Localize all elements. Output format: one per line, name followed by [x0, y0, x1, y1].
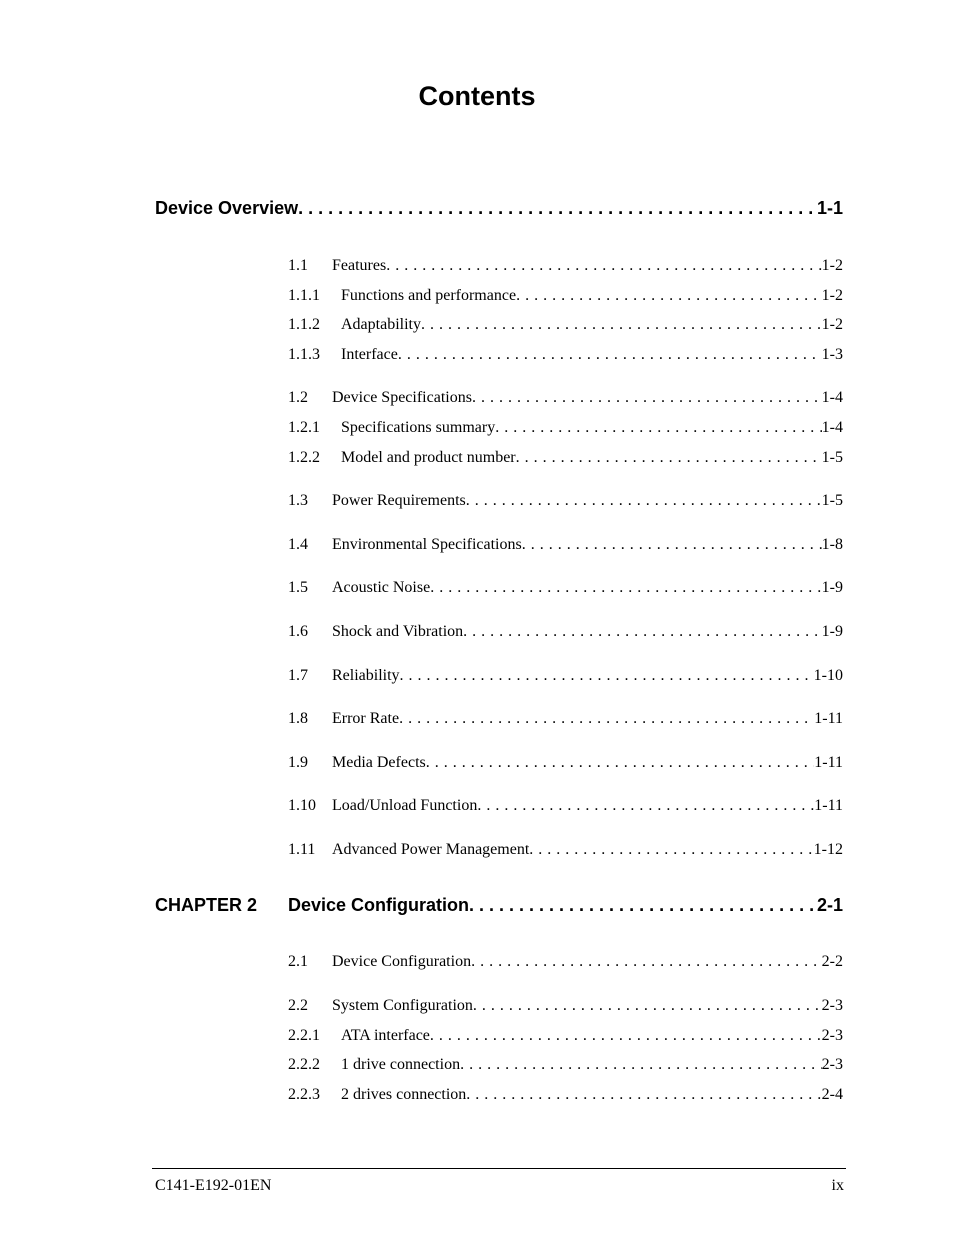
section-title: Acoustic Noise	[332, 579, 431, 596]
toc-entry-1-11[interactable]	[288, 840, 843, 860]
section-number: 1.1.2	[288, 316, 320, 333]
dot-leader	[477, 796, 814, 816]
section-number: 1.1	[288, 257, 308, 274]
section-title: Advanced Power Management	[332, 841, 530, 858]
section-number: 1.1.3	[288, 346, 320, 363]
section-number: 2.2	[288, 997, 308, 1014]
toc-entry-1-1[interactable]	[288, 256, 843, 276]
section-title: Environmental Specifications	[332, 536, 522, 553]
toc-entry-1-1-2[interactable]	[288, 315, 843, 335]
toc-entry-1-8[interactable]	[288, 709, 843, 729]
dot-leader	[399, 709, 814, 729]
section-number: 2.1	[288, 953, 308, 970]
chapter-2-heading[interactable]	[155, 893, 843, 917]
page-number: 1-12	[813, 841, 843, 858]
section-number: 1.11	[288, 841, 316, 858]
section-title: Media Defects	[332, 754, 426, 771]
page-number: 1-11	[814, 710, 843, 727]
section-title: System Configuration	[332, 997, 473, 1014]
page-number: 1-2	[821, 316, 843, 333]
dot-leader	[473, 996, 822, 1016]
page-number: 1-8	[821, 536, 843, 553]
footer-doc-id: C141-E192-01EN	[155, 1177, 272, 1194]
page-number: 1-9	[821, 623, 843, 640]
chapter-1-title: Device Overview	[155, 198, 299, 218]
chapter-2-page: 2-1	[816, 895, 843, 915]
dot-leader	[529, 840, 813, 860]
page-number: 1-5	[821, 492, 843, 509]
dot-leader	[398, 345, 822, 365]
toc-entry-1-9[interactable]	[288, 753, 843, 773]
page-number: 1-10	[813, 667, 843, 684]
toc-entry-1-1-3[interactable]	[288, 345, 843, 365]
chapter-1-heading[interactable]	[155, 196, 843, 220]
page-number: 2-4	[821, 1086, 843, 1103]
dot-leader	[463, 622, 822, 642]
page-number: 1-4	[821, 419, 843, 436]
toc-entry-2-2-1[interactable]	[288, 1026, 843, 1046]
dot-leader	[471, 952, 822, 972]
section-title: Features	[332, 257, 387, 274]
section-title: Model and product number	[341, 449, 516, 466]
section-number: 1.3	[288, 492, 308, 509]
toc-entry-2-1[interactable]	[288, 952, 843, 972]
section-title: Shock and Vibration	[332, 623, 464, 640]
dot-leader	[472, 388, 822, 408]
dot-leader	[430, 578, 821, 598]
section-title: Device Specifications	[332, 389, 472, 406]
chapter-2-label: CHAPTER 2	[155, 895, 258, 915]
section-number: 1.5	[288, 579, 308, 596]
section-title: Power Requirements	[332, 492, 466, 509]
dot-leader	[386, 256, 821, 276]
page-number: 1-11	[814, 797, 843, 814]
dot-leader	[516, 448, 822, 468]
dot-leader	[469, 893, 817, 917]
dot-leader	[421, 315, 822, 335]
toc-entry-2-2-2[interactable]	[288, 1055, 843, 1075]
toc-entry-1-1-1[interactable]	[288, 286, 843, 306]
section-number: 1.2.1	[288, 419, 320, 436]
toc-entry-1-4[interactable]	[288, 535, 843, 555]
section-number: 1.9	[288, 754, 308, 771]
section-number: 2.2.2	[288, 1056, 320, 1073]
dot-leader	[466, 491, 822, 511]
page-title: Contents	[418, 81, 536, 111]
section-title: 1 drive connection	[341, 1056, 461, 1073]
page-number: 1-5	[821, 449, 843, 466]
toc-entry-1-2-2[interactable]	[288, 448, 843, 468]
section-number: 1.1.1	[288, 287, 320, 304]
footer-page-number: ix	[831, 1177, 844, 1194]
section-title: Adaptability	[341, 316, 421, 333]
section-title: 2 drives connection	[341, 1086, 467, 1103]
section-title: Device Configuration	[332, 953, 472, 970]
dot-leader	[466, 1085, 821, 1105]
dot-leader	[516, 286, 822, 306]
page-number: 1-11	[814, 754, 843, 771]
section-number: 1.4	[288, 536, 308, 553]
section-title: Error Rate	[332, 710, 400, 727]
section-number: 2.2.1	[288, 1027, 320, 1044]
dot-leader	[298, 196, 817, 220]
section-number: 1.2.2	[288, 449, 320, 466]
footer-divider	[152, 1168, 846, 1169]
dot-leader	[522, 535, 822, 555]
chapter-1-page: 1-1	[816, 198, 843, 218]
toc-entry-1-2-1[interactable]	[288, 418, 843, 438]
toc-entry-2-2-3[interactable]	[288, 1085, 843, 1105]
toc-entry-1-7[interactable]	[288, 666, 843, 686]
section-number: 2.2.3	[288, 1086, 320, 1103]
section-number: 1.7	[288, 667, 308, 684]
section-number: 1.10	[288, 797, 316, 814]
toc-entry-1-6[interactable]	[288, 622, 843, 642]
section-title: Load/Unload Function	[332, 797, 478, 814]
page-number: 2-3	[821, 997, 843, 1014]
page-number: 2-3	[821, 1027, 843, 1044]
page-number: 1-3	[821, 346, 843, 363]
dot-leader	[430, 1026, 822, 1046]
section-number: 1.8	[288, 710, 308, 727]
dot-leader	[495, 418, 821, 438]
dot-leader	[460, 1055, 822, 1075]
section-number: 1.6	[288, 623, 308, 640]
toc-entry-2-2[interactable]	[288, 996, 843, 1016]
page-number: 2-2	[821, 953, 843, 970]
page-number: 1-2	[821, 257, 843, 274]
dot-leader	[400, 666, 814, 686]
section-title: ATA interface	[341, 1027, 430, 1044]
page-number: 2-3	[821, 1056, 843, 1073]
section-number: 1.2	[288, 389, 308, 406]
toc-entry-1-10[interactable]	[288, 796, 843, 816]
dot-leader	[426, 753, 815, 773]
page-number: 1-4	[821, 389, 843, 406]
section-title: Reliability	[332, 667, 400, 684]
page-number: 1-9	[821, 579, 843, 596]
section-title: Specifications summary	[341, 419, 496, 436]
section-title: Interface	[341, 346, 398, 363]
toc-entry-1-3[interactable]	[288, 491, 843, 511]
chapter-2-title: Device Configuration	[288, 895, 470, 915]
toc-entry-1-5[interactable]	[288, 578, 843, 598]
page-number: 1-2	[821, 287, 843, 304]
section-title: Functions and performance	[341, 287, 517, 304]
toc-entry-1-2[interactable]	[288, 388, 843, 408]
